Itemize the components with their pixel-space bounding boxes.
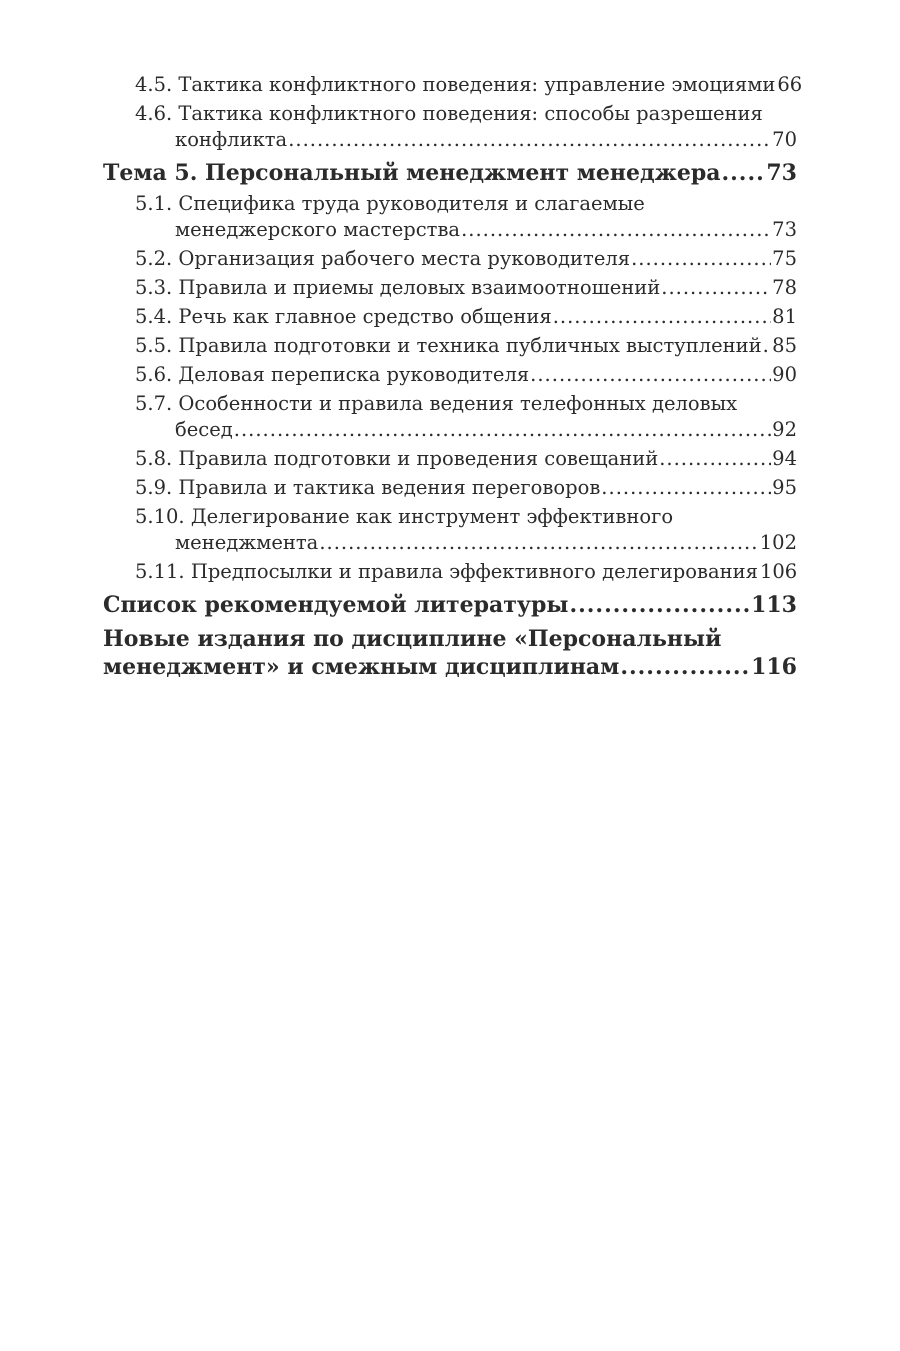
- toc-page-number: 113: [751, 592, 797, 618]
- toc-entry-5-7[interactable]: [103, 391, 797, 443]
- toc-page-number: 66: [777, 73, 803, 96]
- toc-topic-title-continued: менеджмент» и смежным дисциплинам: [103, 654, 620, 680]
- toc-entry-title: 5.5. Правила подготовки и техника публичных выступлений: [135, 334, 762, 357]
- toc-entry-title: 5.1. Специфика труда руководителя и слагаемые: [135, 192, 645, 215]
- toc-entry-title: 5.9. Правила и тактика ведения переговоров: [135, 476, 601, 499]
- dot-leader: [620, 653, 750, 681]
- toc-entry-5-9[interactable]: [103, 475, 797, 501]
- toc-page-number: 81: [772, 305, 797, 328]
- toc-entry-5-5[interactable]: [103, 333, 797, 359]
- toc-entry-title: 5.10. Делегирование как инструмент эффективного: [135, 505, 674, 528]
- dot-leader: [721, 159, 765, 187]
- dot-leader: [530, 362, 771, 388]
- toc-entry-5-6[interactable]: [103, 362, 797, 388]
- toc-entry-title-continued: менеджмента: [175, 531, 319, 554]
- dot-leader: [631, 246, 771, 272]
- toc-page-number: 70: [772, 128, 797, 151]
- toc-entry-5-8[interactable]: [103, 446, 797, 472]
- dot-leader: [659, 446, 771, 472]
- toc-page-number: 73: [766, 160, 797, 186]
- toc-entry-5-1[interactable]: [103, 191, 797, 243]
- toc-page-number: 95: [772, 476, 797, 499]
- toc-entry-title: 5.3. Правила и приемы деловых взаимоотношений: [135, 276, 661, 299]
- dot-leader: [661, 275, 771, 301]
- toc-page-number: 90: [772, 363, 797, 386]
- dot-leader: [288, 127, 771, 153]
- table-of-contents: [103, 72, 803, 685]
- toc-page-number: 92: [772, 418, 797, 441]
- toc-page-number: 75: [772, 247, 797, 270]
- toc-entry-5-2[interactable]: [103, 246, 797, 272]
- toc-entry-title: 5.4. Речь как главное средство общения: [135, 305, 552, 328]
- toc-entry-title-continued: бесед: [175, 418, 233, 441]
- toc-entry-title-continued: конфликта: [175, 128, 288, 151]
- dot-leader: [319, 530, 758, 556]
- toc-entry-5-3[interactable]: [103, 275, 797, 301]
- toc-page-number: 85: [772, 334, 797, 357]
- dot-leader: [234, 417, 771, 443]
- toc-page-number: 106: [759, 560, 798, 583]
- toc-page-number: 73: [772, 218, 797, 241]
- toc-page-number: 102: [759, 531, 797, 554]
- toc-page-number: 94: [772, 447, 797, 470]
- toc-entry-title: 5.8. Правила подготовки и проведения совещаний: [135, 447, 659, 470]
- toc-entry-5-4[interactable]: [103, 304, 797, 330]
- toc-topic-title: Список рекомендуемой литературы: [103, 592, 569, 618]
- toc-topic-title: Новые издания по дисциплине «Персональный: [103, 626, 722, 652]
- toc-entry-4-6[interactable]: [103, 101, 797, 153]
- toc-entry-title: 4.5. Тактика конфликтного поведения: управление эмоциями: [135, 73, 776, 96]
- toc-topic-title: Тема 5. Персональный менеджмент менеджера: [103, 160, 721, 186]
- toc-entry-5-11[interactable]: [103, 559, 797, 585]
- toc-topic-5[interactable]: [103, 159, 797, 187]
- dot-leader: [553, 304, 771, 330]
- toc-entry-title: 5.6. Деловая переписка руководителя: [135, 363, 530, 386]
- toc-entry-title-continued: менеджерского мастерства: [175, 218, 461, 241]
- dot-leader: [461, 217, 771, 243]
- toc-page-number: 116: [751, 654, 797, 680]
- toc-entry-4-5[interactable]: [103, 72, 803, 98]
- toc-page-number: 78: [772, 276, 797, 299]
- dot-leader: [763, 333, 772, 359]
- toc-entry-title: 5.11. Предпосылки и правила эффективного делегирования: [135, 560, 758, 583]
- dot-leader: [601, 475, 771, 501]
- toc-literature[interactable]: [103, 591, 797, 619]
- toc-entry-title: 4.6. Тактика конфликтного поведения: способы разрешения: [135, 102, 763, 125]
- toc-entry-5-10[interactable]: [103, 504, 797, 556]
- toc-entry-title: 5.7. Особенности и правила ведения телефонных деловых: [135, 392, 738, 415]
- dot-leader: [569, 591, 750, 619]
- toc-new-editions[interactable]: [103, 625, 797, 681]
- toc-entry-title: 5.2. Организация рабочего места руководителя: [135, 247, 631, 270]
